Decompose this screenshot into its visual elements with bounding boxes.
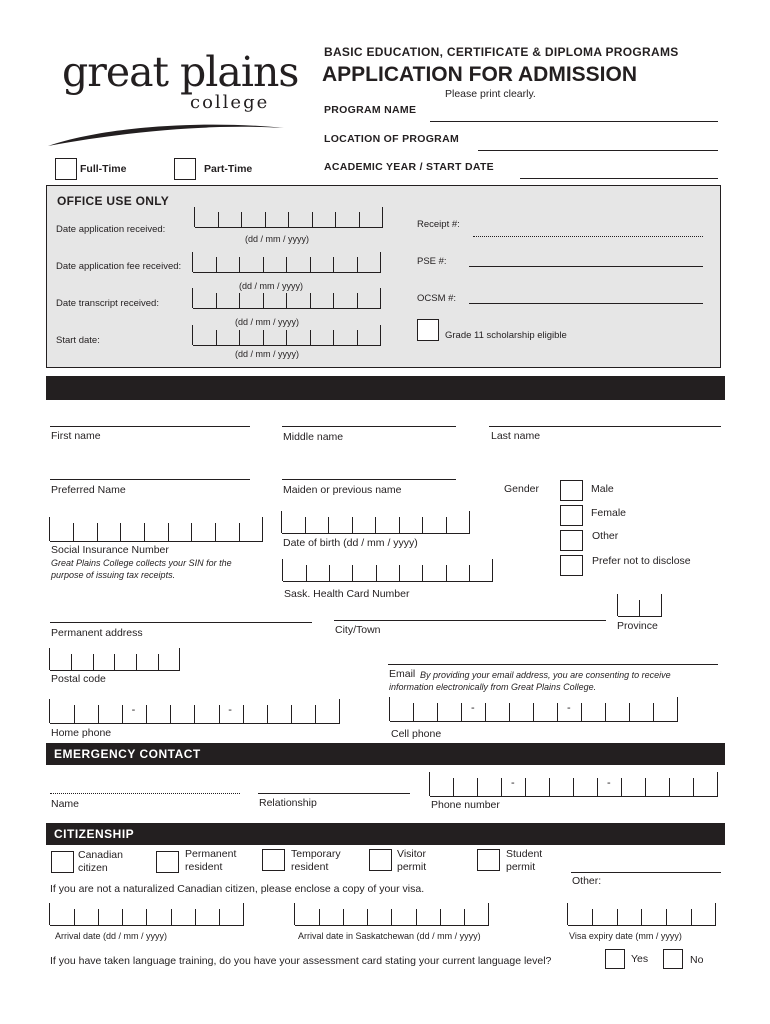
city-label: City/Town bbox=[335, 624, 381, 636]
comb-tick bbox=[71, 654, 72, 671]
comb-dash: - bbox=[567, 702, 571, 714]
health-card-label: Sask. Health Card Number bbox=[284, 588, 410, 600]
comb-tick bbox=[339, 699, 340, 723]
middle-name-label: Middle name bbox=[283, 431, 344, 443]
program-name-field[interactable] bbox=[430, 121, 718, 122]
dob-field[interactable] bbox=[282, 512, 470, 534]
comb-tick bbox=[666, 909, 667, 926]
comb-tick bbox=[194, 705, 195, 723]
print-note: Please print clearly. bbox=[445, 88, 536, 100]
comb-tick bbox=[533, 703, 534, 721]
emergency-phone-field[interactable] bbox=[430, 773, 718, 797]
home-phone-label: Home phone bbox=[51, 727, 112, 739]
pse-label: PSE #: bbox=[417, 256, 447, 267]
receipt-label: Receipt #: bbox=[417, 219, 460, 230]
comb-tick bbox=[357, 330, 358, 345]
scholarship-label: Grade 11 scholarship eligible bbox=[445, 330, 567, 341]
preferred-name-field[interactable] bbox=[50, 479, 250, 480]
gender-other-checkbox[interactable] bbox=[560, 530, 583, 551]
comb-tick bbox=[335, 212, 336, 227]
first-name-label: First name bbox=[51, 430, 101, 442]
comb-tick bbox=[501, 778, 502, 796]
gender-female-checkbox[interactable] bbox=[560, 505, 583, 526]
comb-tick bbox=[715, 903, 716, 925]
comb-tick bbox=[219, 909, 220, 926]
other-citizenship-field[interactable] bbox=[571, 872, 721, 873]
comb-tick bbox=[429, 772, 430, 796]
comb-tick bbox=[171, 909, 172, 926]
emergency-name-label: Name bbox=[51, 798, 80, 810]
emergency-heading: EMERGENCY CONTACT bbox=[46, 743, 725, 765]
comb-tick bbox=[440, 909, 441, 926]
comb-tick bbox=[158, 654, 159, 671]
comb-tick bbox=[567, 903, 568, 925]
comb-tick bbox=[218, 212, 219, 227]
comb-tick bbox=[306, 565, 307, 582]
comb-tick bbox=[525, 778, 526, 796]
comb-tick bbox=[437, 703, 438, 721]
visitor-permit-checkbox[interactable] bbox=[369, 849, 392, 871]
comb-tick bbox=[380, 288, 381, 308]
comb-tick bbox=[216, 257, 217, 272]
comb-tick bbox=[691, 909, 692, 926]
date-received-label: Date application received: bbox=[56, 224, 166, 235]
comb-tick bbox=[416, 909, 417, 926]
gender-male-checkbox[interactable] bbox=[560, 480, 583, 501]
gender-male-label: Male bbox=[591, 483, 614, 495]
comb-tick bbox=[243, 903, 244, 925]
cell-phone-field[interactable] bbox=[390, 698, 678, 722]
comb-tick bbox=[97, 523, 98, 541]
comb-dash: - bbox=[511, 777, 515, 789]
comb-tick bbox=[333, 330, 334, 345]
canadian-label-1: Canadian bbox=[78, 849, 123, 861]
visa-note: If you are not a naturalized Canadian citizen, please enclose a copy of your visa. bbox=[50, 883, 425, 895]
comb-tick bbox=[446, 565, 447, 582]
full-time-checkbox[interactable] bbox=[55, 158, 77, 180]
comb-tick bbox=[617, 594, 618, 616]
first-name-field[interactable] bbox=[50, 426, 250, 427]
ocsm-label: OCSM #: bbox=[417, 293, 457, 304]
date-format-3: (dd / mm / yyyy) bbox=[235, 317, 300, 327]
comb-tick bbox=[241, 212, 242, 227]
academic-year-field[interactable] bbox=[520, 178, 718, 179]
comb-tick bbox=[310, 330, 311, 345]
comb-dash: - bbox=[471, 702, 475, 714]
comb-tick bbox=[291, 705, 292, 723]
comb-tick bbox=[93, 654, 94, 671]
comb-tick bbox=[352, 517, 353, 534]
arrival-date-field[interactable] bbox=[50, 904, 244, 926]
comb-tick bbox=[294, 903, 295, 925]
college-logo bbox=[50, 48, 310, 148]
comb-tick bbox=[122, 909, 123, 926]
location-field[interactable] bbox=[478, 150, 718, 151]
comb-tick bbox=[114, 654, 115, 671]
relationship-field[interactable] bbox=[258, 793, 410, 794]
logo-subword: college bbox=[190, 92, 270, 113]
logo-swoosh-icon bbox=[46, 118, 306, 148]
visa-expiry-label: Visa expiry date (mm / yyyy) bbox=[569, 931, 682, 941]
comb-tick bbox=[605, 703, 606, 721]
permanent-resident-checkbox[interactable] bbox=[156, 851, 179, 873]
comb-tick bbox=[399, 565, 400, 582]
fee-received-label: Date application fee received: bbox=[56, 261, 182, 272]
arrival-sask-field[interactable] bbox=[295, 904, 489, 926]
emergency-phone-label: Phone number bbox=[431, 799, 500, 811]
comb-tick bbox=[98, 909, 99, 926]
comb-tick bbox=[49, 903, 50, 925]
comb-tick bbox=[367, 909, 368, 926]
gender-other-label: Other bbox=[592, 530, 619, 542]
comb-tick bbox=[219, 705, 220, 723]
other-citizenship-label: Other: bbox=[572, 875, 602, 887]
comb-tick bbox=[263, 330, 264, 345]
comb-tick bbox=[592, 909, 593, 926]
section-divider-bar bbox=[46, 376, 725, 400]
comb-tick bbox=[645, 778, 646, 796]
date-format-1: (dd / mm / yyyy) bbox=[245, 234, 310, 244]
comb-tick bbox=[49, 517, 50, 541]
comb-tick bbox=[492, 559, 493, 581]
comb-dash: - bbox=[228, 704, 232, 716]
comb-tick bbox=[239, 293, 240, 308]
student-label-1: Student bbox=[506, 848, 543, 860]
comb-tick bbox=[359, 212, 360, 227]
comb-tick bbox=[319, 909, 320, 926]
comb-tick bbox=[581, 703, 582, 721]
comb-tick bbox=[333, 257, 334, 272]
academic-year-label: ACADEMIC YEAR / START DATE bbox=[324, 161, 494, 173]
visitor-label-2: permit bbox=[397, 861, 427, 873]
sin-field[interactable] bbox=[50, 518, 263, 542]
arrival-sask-label: Arrival date in Saskatchewan (dd / mm / yyyy) bbox=[298, 931, 481, 941]
language-yes-label: Yes bbox=[631, 953, 649, 965]
location-label: LOCATION OF PROGRAM bbox=[324, 133, 459, 145]
start-date-label: Start date: bbox=[56, 335, 100, 346]
comb-tick bbox=[74, 705, 75, 723]
sin-note-line-2: purpose of issuing tax receipts. bbox=[51, 570, 176, 580]
sin-label: Social Insurance Number bbox=[51, 544, 169, 556]
comb-tick bbox=[391, 909, 392, 926]
health-card-field[interactable] bbox=[283, 560, 493, 582]
comb-tick bbox=[446, 517, 447, 534]
comb-tick bbox=[485, 703, 486, 721]
scholarship-checkbox[interactable] bbox=[417, 319, 439, 341]
sin-note-line-1: Great Plains College collects your SIN for the bbox=[51, 558, 232, 568]
comb-tick bbox=[549, 778, 550, 796]
province-field[interactable] bbox=[618, 595, 662, 617]
comb-tick bbox=[216, 293, 217, 308]
full-time-label: Full-Time bbox=[80, 163, 127, 175]
comb-tick bbox=[677, 697, 678, 721]
comb-tick bbox=[329, 565, 330, 582]
comb-tick bbox=[352, 565, 353, 582]
comb-tick bbox=[239, 257, 240, 272]
gender-female-label: Female bbox=[591, 507, 627, 519]
temporary-label-1: Temporary bbox=[291, 848, 341, 860]
comb-tick bbox=[74, 909, 75, 926]
comb-tick bbox=[389, 697, 390, 721]
comb-tick bbox=[146, 705, 147, 723]
permanent-address-label: Permanent address bbox=[51, 627, 143, 639]
language-no-checkbox[interactable] bbox=[663, 949, 683, 969]
postal-code-field[interactable] bbox=[50, 649, 180, 671]
comb-tick bbox=[617, 909, 618, 926]
last-name-label: Last name bbox=[491, 430, 541, 442]
comb-tick bbox=[286, 257, 287, 272]
comb-tick bbox=[375, 517, 376, 534]
part-time-checkbox[interactable] bbox=[174, 158, 196, 180]
gender-undisclosed-checkbox[interactable] bbox=[560, 555, 583, 576]
comb-tick bbox=[453, 778, 454, 796]
date-format-4: (dd / mm / yyyy) bbox=[235, 349, 300, 359]
comb-tick bbox=[509, 703, 510, 721]
temporary-label-2: resident bbox=[291, 861, 329, 873]
comb-tick bbox=[464, 909, 465, 926]
comb-tick bbox=[669, 778, 670, 796]
comb-tick bbox=[194, 207, 195, 227]
comb-tick bbox=[357, 257, 358, 272]
language-question: If you have taken language training, do you have your assessment card stating your current language level? bbox=[50, 955, 552, 967]
permanent-address-field[interactable] bbox=[50, 622, 312, 623]
comb-tick bbox=[461, 703, 462, 721]
form-title: APPLICATION FOR ADMISSION bbox=[322, 63, 637, 86]
maiden-name-field[interactable] bbox=[282, 479, 456, 480]
permanent-label-1: Permanent bbox=[185, 848, 237, 860]
comb-tick bbox=[312, 212, 313, 227]
comb-tick bbox=[629, 703, 630, 721]
relationship-label: Relationship bbox=[259, 797, 317, 809]
student-label-2: permit bbox=[506, 861, 536, 873]
comb-tick bbox=[639, 600, 640, 617]
gender-undisclosed-label: Prefer not to disclose bbox=[592, 555, 691, 567]
comb-tick bbox=[168, 523, 169, 541]
email-field[interactable] bbox=[388, 664, 718, 665]
emergency-name-field[interactable] bbox=[50, 793, 240, 794]
comb-tick bbox=[621, 778, 622, 796]
comb-tick bbox=[49, 648, 50, 670]
comb-tick bbox=[263, 293, 264, 308]
preferred-name-label: Preferred Name bbox=[51, 484, 126, 496]
pse-field[interactable] bbox=[469, 266, 703, 267]
comb-tick bbox=[192, 325, 193, 345]
comb-tick bbox=[357, 293, 358, 308]
comb-tick bbox=[192, 288, 193, 308]
comb-tick bbox=[305, 517, 306, 534]
maiden-name-label: Maiden or previous name bbox=[283, 484, 402, 496]
email-note-line-2: information electronically from Great Plains College. bbox=[389, 682, 597, 692]
comb-dash: - bbox=[607, 777, 611, 789]
fee-received-field[interactable] bbox=[193, 253, 381, 273]
comb-tick bbox=[380, 325, 381, 345]
comb-tick bbox=[641, 909, 642, 926]
email-note-line-1: By providing your email address, you are consenting to receive bbox=[420, 670, 671, 680]
student-permit-checkbox[interactable] bbox=[477, 849, 500, 871]
province-label: Province bbox=[617, 620, 658, 632]
comb-tick bbox=[73, 523, 74, 541]
email-label: Email bbox=[389, 668, 416, 680]
comb-tick bbox=[239, 330, 240, 345]
comb-tick bbox=[286, 330, 287, 345]
canadian-label-2: citizen bbox=[78, 862, 108, 874]
comb-tick bbox=[282, 559, 283, 581]
comb-tick bbox=[413, 703, 414, 721]
comb-tick bbox=[49, 699, 50, 723]
office-use-panel bbox=[46, 185, 721, 368]
comb-tick bbox=[315, 705, 316, 723]
comb-tick bbox=[380, 252, 381, 272]
comb-tick bbox=[215, 523, 216, 541]
comb-tick bbox=[195, 909, 196, 926]
arrival-date-label: Arrival date (dd / mm / yyyy) bbox=[55, 931, 168, 941]
comb-tick bbox=[376, 565, 377, 582]
part-time-label: Part-Time bbox=[204, 163, 253, 175]
comb-tick bbox=[477, 778, 478, 796]
temporary-resident-checkbox[interactable] bbox=[262, 849, 285, 871]
comb-tick bbox=[422, 517, 423, 534]
comb-dash: - bbox=[131, 704, 136, 716]
comb-tick bbox=[693, 778, 694, 796]
receipt-field[interactable] bbox=[473, 236, 703, 237]
comb-tick bbox=[422, 565, 423, 582]
transcript-received-label: Date transcript received: bbox=[56, 298, 159, 309]
last-name-field[interactable] bbox=[489, 426, 721, 427]
comb-tick bbox=[343, 909, 344, 926]
comb-tick bbox=[286, 293, 287, 308]
comb-tick bbox=[557, 703, 558, 721]
comb-tick bbox=[267, 705, 268, 723]
program-name-label: PROGRAM NAME bbox=[324, 104, 417, 116]
comb-tick bbox=[310, 293, 311, 308]
comb-tick bbox=[328, 517, 329, 534]
comb-tick bbox=[262, 517, 263, 541]
comb-tick bbox=[120, 523, 121, 541]
comb-tick bbox=[382, 207, 383, 227]
language-no-label: No bbox=[690, 954, 704, 966]
comb-tick bbox=[653, 703, 654, 721]
comb-tick bbox=[469, 565, 470, 582]
dob-label: Date of birth (dd / mm / yyyy) bbox=[283, 537, 418, 549]
permanent-label-2: resident bbox=[185, 861, 223, 873]
comb-tick bbox=[573, 778, 574, 796]
middle-name-field[interactable] bbox=[282, 426, 456, 427]
logo-wordmark: great plains bbox=[62, 48, 299, 96]
comb-tick bbox=[597, 778, 598, 796]
gender-label: Gender bbox=[504, 483, 540, 495]
comb-tick bbox=[265, 212, 266, 227]
postal-code-label: Postal code bbox=[51, 673, 106, 685]
comb-tick bbox=[333, 293, 334, 308]
comb-tick bbox=[263, 257, 264, 272]
comb-tick bbox=[146, 909, 147, 926]
date-format-2: (dd / mm / yyyy) bbox=[239, 281, 304, 291]
canadian-citizen-checkbox[interactable] bbox=[51, 851, 74, 873]
comb-tick bbox=[717, 772, 718, 796]
comb-tick bbox=[136, 654, 137, 671]
comb-tick bbox=[192, 252, 193, 272]
comb-tick bbox=[144, 523, 145, 541]
comb-tick bbox=[170, 705, 171, 723]
home-phone-field[interactable] bbox=[50, 700, 340, 724]
comb-tick bbox=[488, 903, 489, 925]
comb-tick bbox=[216, 330, 217, 345]
comb-tick bbox=[98, 705, 99, 723]
ocsm-field[interactable] bbox=[469, 303, 703, 304]
comb-tick bbox=[310, 257, 311, 272]
citizenship-heading: CITIZENSHIP bbox=[46, 823, 725, 845]
office-heading: OFFICE USE ONLY bbox=[57, 194, 170, 208]
transcript-received-field[interactable] bbox=[193, 289, 381, 309]
comb-tick bbox=[191, 523, 192, 541]
visitor-label-1: Visitor bbox=[397, 848, 426, 860]
date-received-field[interactable] bbox=[195, 208, 383, 228]
visa-expiry-field[interactable] bbox=[568, 904, 716, 926]
start-date-field[interactable] bbox=[193, 326, 381, 346]
comb-tick bbox=[281, 511, 282, 533]
comb-tick bbox=[399, 517, 400, 534]
comb-tick bbox=[661, 594, 662, 616]
comb-tick bbox=[469, 511, 470, 533]
comb-tick bbox=[122, 705, 123, 723]
form-subtitle: BASIC EDUCATION, CERTIFICATE & DIPLOMA PROGRAMS bbox=[324, 45, 679, 59]
comb-tick bbox=[239, 523, 240, 541]
language-yes-checkbox[interactable] bbox=[605, 949, 625, 969]
comb-tick bbox=[243, 705, 244, 723]
cell-phone-label: Cell phone bbox=[391, 728, 442, 740]
comb-tick bbox=[288, 212, 289, 227]
city-field[interactable] bbox=[334, 620, 606, 621]
comb-tick bbox=[179, 648, 180, 670]
